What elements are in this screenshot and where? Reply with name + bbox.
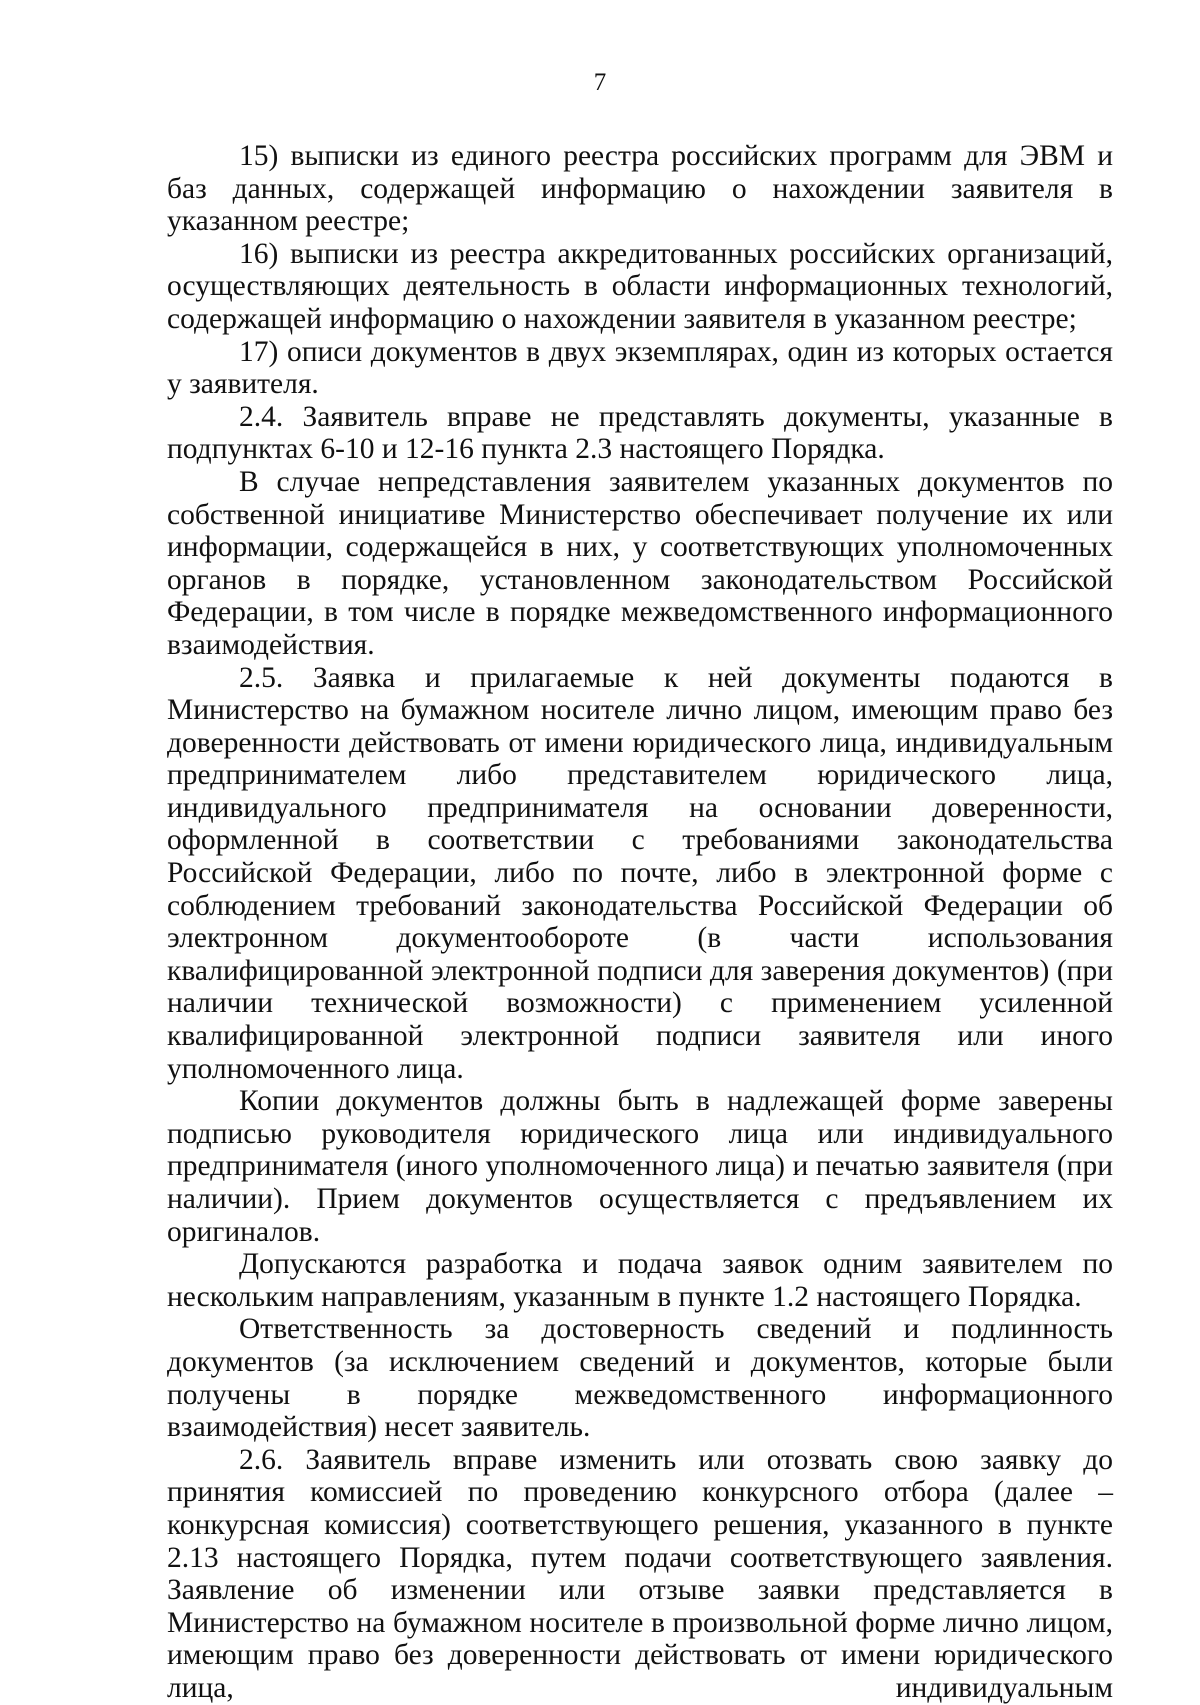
- page-number: 7: [593, 69, 607, 96]
- paragraph-document-copies: Копии документов должны быть в надлежащей форме заверены подписью руководителя юридического лица или индивидуального предпринимателя (иного уполномоченного лица) и печатью заявителя (при наличии). Прием документов осуществляется с предъявлением их оригиналов.: [167, 1085, 1113, 1248]
- paragraph-clause-2-5: 2.5. Заявка и прилагаемые к ней документы подаются в Министерство на бумажном носителе лично лицом, имеющим право без доверенности действовать от имени юридического лица, индивидуальным предпринимателем либо представителем юридического лица, индивидуального предпринимателя на основании доверенности, оформленной в соответствии с требованиями законодательства Российской Федерации, либо по почте, либо в электронной форме с соблюдением требований законодательства Российской Федерации об электронном документообороте (в части использования квалифицированной электронной подписи для заверения документов) (при наличии технической возможности) с применением усиленной квалифицированной электронной подписи заявителя или иного уполномоченного лица.: [167, 661, 1113, 1085]
- paragraph-responsibility: Ответственность за достоверность сведений и подлинность документов (за исключением сведений и документов, которые были получены в порядке межведомственного информационного взаимодействия) несет заявитель.: [167, 1313, 1113, 1444]
- paragraph-clause-2-6: 2.6. Заявитель вправе изменить или отозвать свою заявку до принятия комиссией по проведению конкурсного отбора (далее – конкурсная комиссия) соответствующего решения, указанного в пункте 2.13 настоящего Порядка, путем подачи соответствующего заявления. Заявление об изменении или отзыве заявки представляется в Министерство на бумажном носителе в произвольной форме лично лицом, имеющим право без доверенности действовать от имени юридического лица, индивидуальным: [167, 1443, 1113, 1704]
- document-body: [167, 140, 1113, 1705]
- paragraph-clause-2-4: 2.4. Заявитель вправе не представлять документы, указанные в подпунктах 6-10 и 12-16 пункта 2.3 настоящего Порядка.: [167, 400, 1113, 466]
- paragraph-item-16: 16) выписки из реестра аккредитованных российских организаций, осуществляющих деятельность в области информационных технологий, содержащей информацию о нахождении заявителя в указанном реестре;: [167, 237, 1113, 335]
- paragraph-nonsubmission: В случае непредставления заявителем указанных документов по собственной инициативе Министерство обеспечивает получение их или информации, содержащейся в них, у соответствующих уполномоченных органов в порядке, установленном законодательством Российской Федерации, в том числе в порядке межведомственного информационного взаимодействия.: [167, 465, 1113, 661]
- paragraph-item-17: 17) описи документов в двух экземплярах, один из которых остается у заявителя.: [167, 335, 1113, 401]
- paragraph-item-15: 15) выписки из единого реестра российских программ для ЭВМ и баз данных, содержащей информацию о нахождении заявителя в указанном реестре;: [167, 140, 1113, 238]
- paragraph-multiple-applications: Допускаются разработка и подача заявок одним заявителем по нескольким направлениям, указанным в пункте 1.2 настоящего Порядка.: [167, 1248, 1113, 1313]
